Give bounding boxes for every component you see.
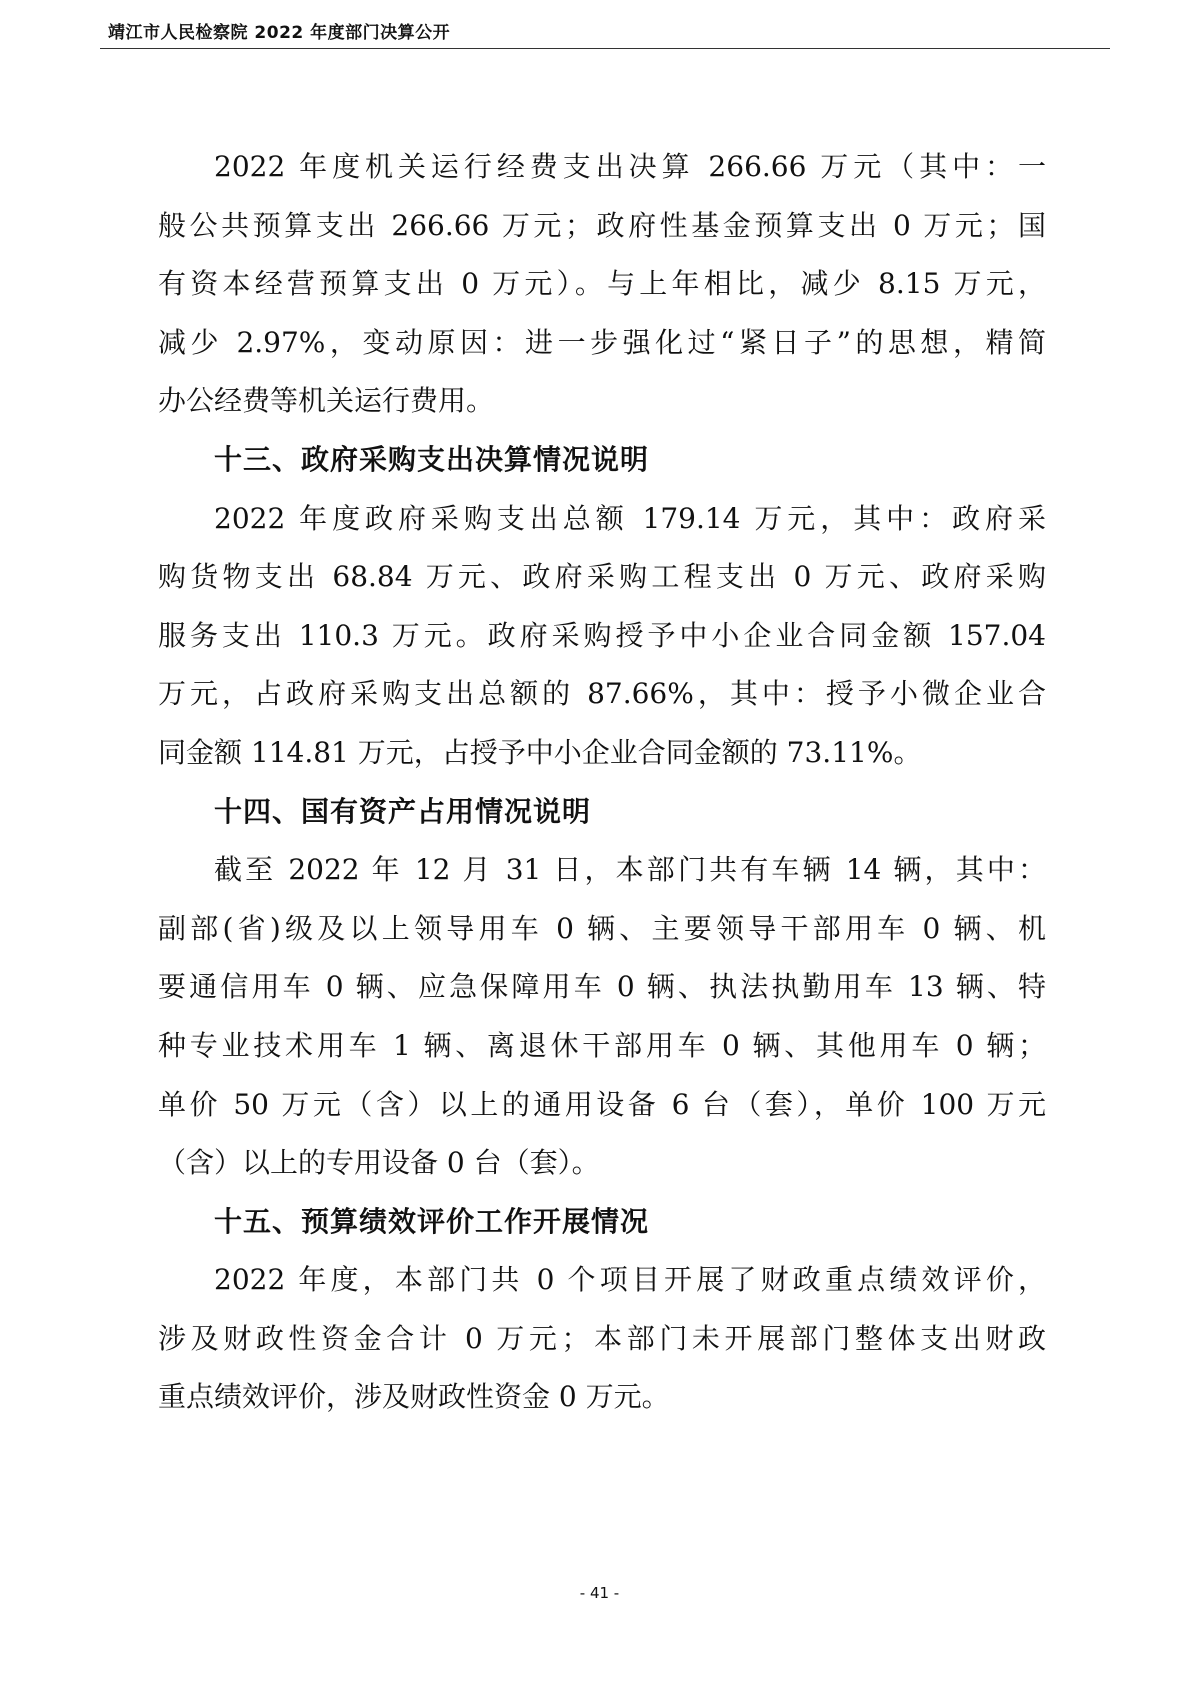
paragraph (158, 490, 1046, 783)
paragraph-line: 万元，占政府采购支出总额的 87.66%，其中：授予小微企业合 (158, 677, 1046, 711)
paragraph-line: 2022 年度机关运行经费支出决算 266.66 万元（其中：一 (214, 150, 1046, 183)
paragraph-line: 涉及财政性资金合计 0 万元；本部门未开展部门整体支出财政 (158, 1321, 1046, 1355)
document-body (158, 138, 1046, 1427)
page-number: - 41 - (579, 1584, 620, 1602)
paragraph-line: 办公经费等机关运行费用。 (158, 384, 495, 418)
paragraph-line: 截至 2022 年 12 月 31 日，本部门共有车辆 14 辆，其中： (214, 853, 1046, 887)
section-heading: 十三、政府采购支出决算情况说明 (214, 442, 650, 476)
paragraph-line: 有资本经营预算支出 0 万元）。与上年相比，减少 8.15 万元， (158, 267, 1046, 301)
paragraph (158, 841, 1046, 1193)
paragraph (158, 1251, 1046, 1427)
page-header-title: 靖江市人民检察院 2022 年度部门决算公开 (108, 23, 451, 43)
paragraph-line: 同金额 114.81 万元，占授予中小企业合同金额的 73.11%。 (158, 735, 922, 769)
paragraph (158, 138, 1046, 431)
paragraph-line: 2022 年度，本部门共 0 个项目开展了财政重点绩效评价， (214, 1263, 1046, 1297)
section-heading: 十五、预算绩效评价工作开展情况 (214, 1204, 650, 1238)
paragraph-line: 单价 50 万元（含）以上的通用设备 6 台（套），单价 100 万元 (158, 1087, 1046, 1121)
section-heading: 十四、国有资产占用情况说明 (214, 794, 592, 828)
paragraph-line: 2022 年度政府采购支出总额 179.14 万元，其中：政府采 (214, 501, 1046, 535)
paragraph-line: 减少 2.97%，变动原因：进一步强化过“紧日子”的思想，精简 (158, 325, 1046, 359)
paragraph-line: 重点绩效评价，涉及财政性资金 0 万元。 (158, 1380, 670, 1414)
paragraph-line: 副部(省)级及以上领导用车 0 辆、主要领导干部用车 0 辆、机 (158, 911, 1046, 945)
header-divider (100, 48, 1110, 49)
paragraph-line: 般公共预算支出 266.66 万元；政府性基金预算支出 0 万元；国 (158, 208, 1046, 242)
paragraph-line: （含）以上的专用设备 0 台（套）。 (158, 1146, 600, 1180)
paragraph-line: 服务支出 110.3 万元。政府采购授予中小企业合同金额 157.04 (158, 618, 1046, 652)
paragraph-line: 购货物支出 68.84 万元、政府采购工程支出 0 万元、政府采购 (158, 560, 1046, 594)
paragraph-line: 种专业技术用车 1 辆、离退休干部用车 0 辆、其他用车 0 辆； (158, 1028, 1046, 1062)
paragraph-line: 要通信用车 0 辆、应急保障用车 0 辆、执法执勤用车 13 辆、特 (158, 970, 1046, 1004)
